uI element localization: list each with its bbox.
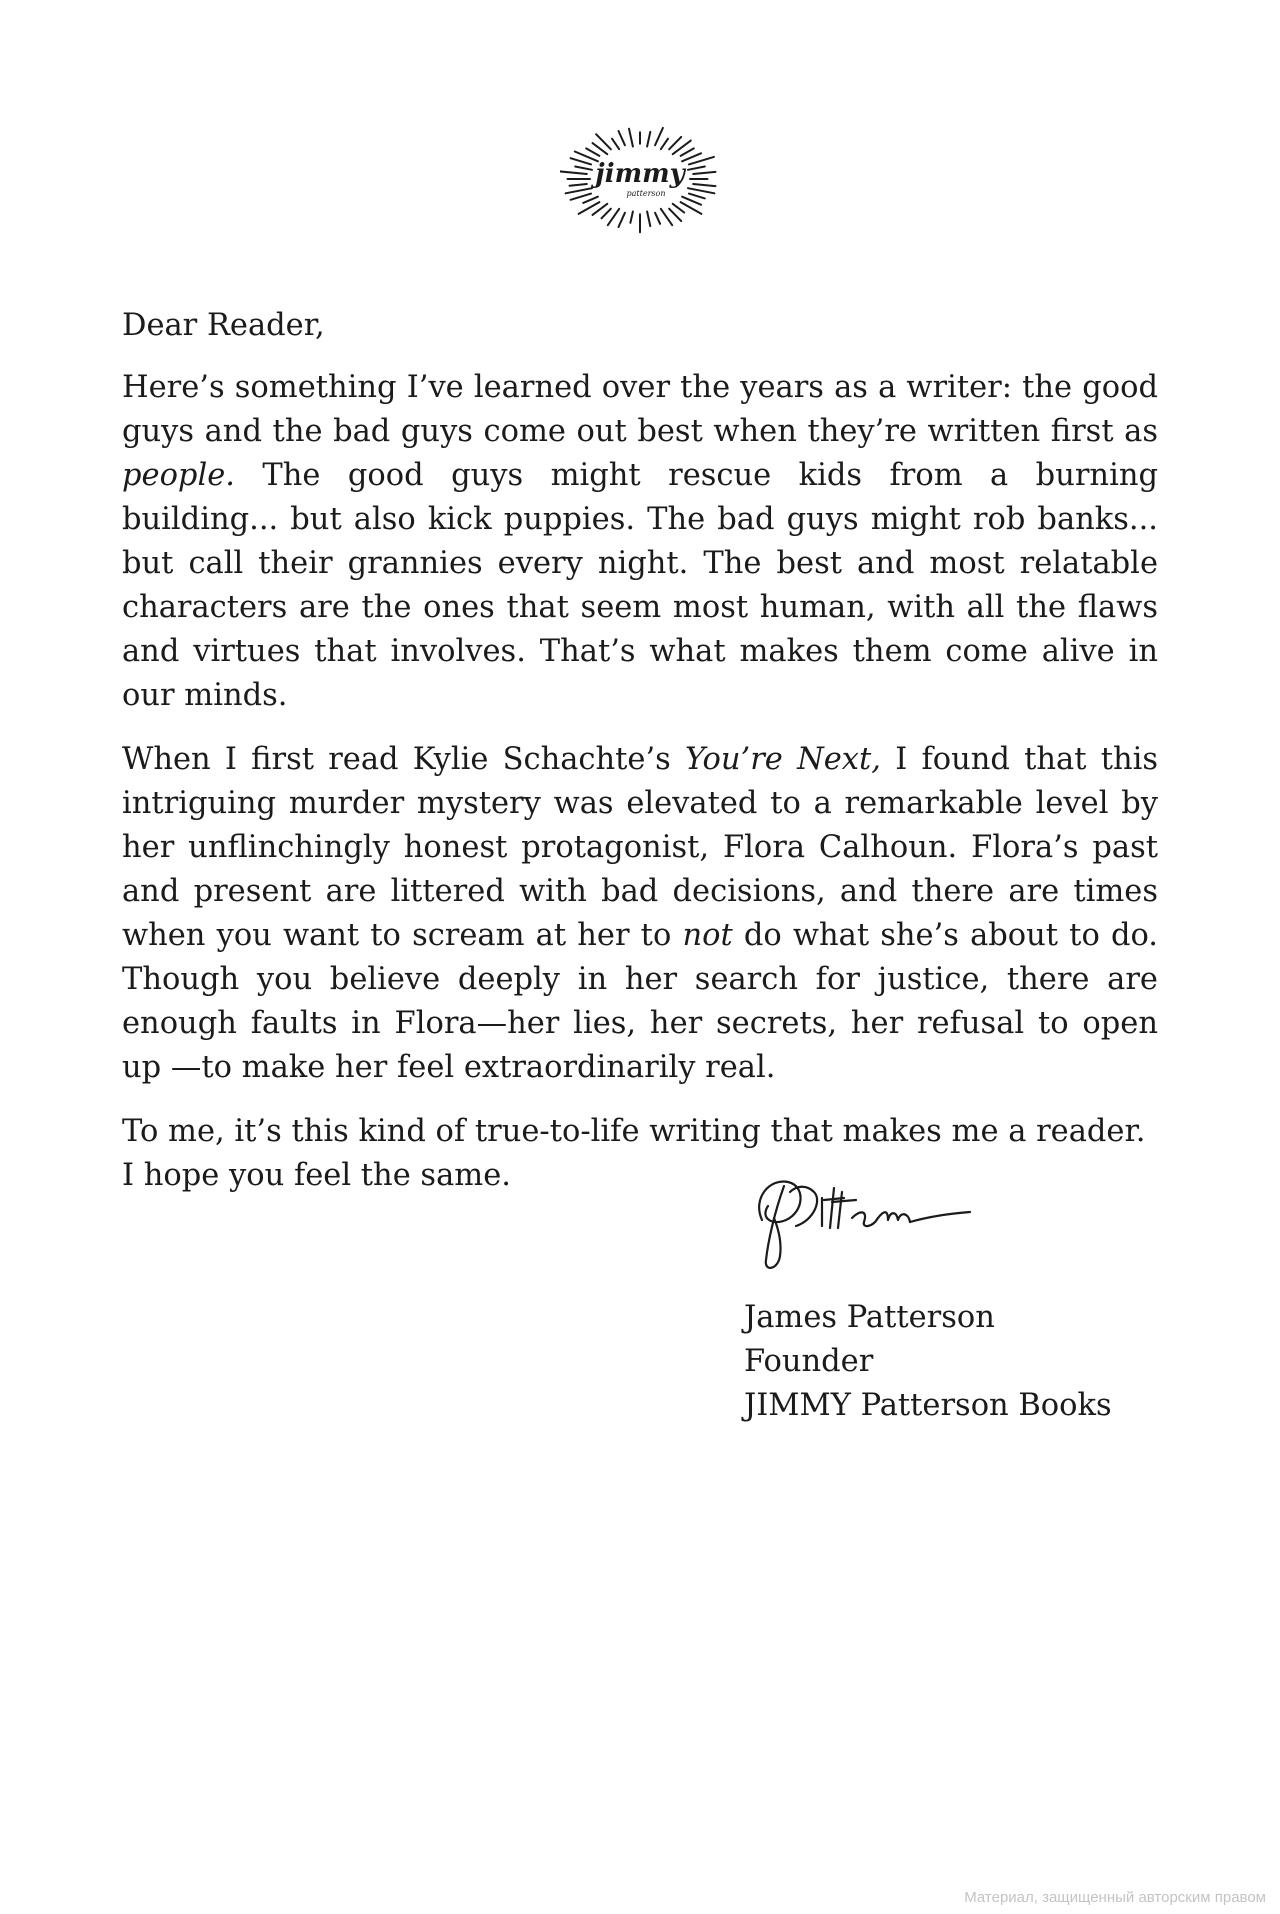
- sunburst-ray: [619, 213, 625, 227]
- p2-text-b: I found that this intriguing murder mystery was elevated to a remarkable level by her unflinchingly honest protagonist, Flora Calhoun. Flora’s past and present are littered with bad decisions, and there are times when you want to scream at her to: [122, 742, 1159, 953]
- sunburst-ray: [688, 167, 705, 170]
- sunburst-ray: [570, 184, 587, 186]
- p2-text-a: When I first read Kylie Schachte’s: [122, 742, 686, 777]
- sunburst-ray: [602, 209, 611, 219]
- p3-line-2: I hope you feel the same.: [122, 1158, 511, 1193]
- letter-body: [122, 304, 1158, 1218]
- logo-subtitle: patterson: [626, 189, 666, 198]
- sunburst-ray: [647, 132, 650, 147]
- sunburst-ray: [689, 194, 705, 199]
- sunburst-ray: [693, 172, 715, 174]
- p2-text-c: do what she’s about to do. Though you believe deeply in her search for justice, there are enough faults in Flora—her lies, her secrets, her refusal to open up —to make her feel extraordinarily real.: [122, 918, 1158, 1085]
- sunburst-ray: [681, 148, 694, 156]
- sunburst-ray: [693, 184, 715, 186]
- sunburst-ray: [575, 167, 592, 170]
- signature-block: [744, 1168, 1164, 1428]
- sunburst-ray: [571, 194, 592, 200]
- sunburst-ray: [583, 197, 598, 203]
- sunburst-ray: [566, 188, 592, 193]
- paragraph-1: [122, 366, 1158, 718]
- sunburst-ray: [612, 139, 619, 150]
- p1-text-b: The good guys might rescue kids from a burning building... but also kick puppies. The bad guys might rob banks... but call their grannies every night. The best and most relatable characters are the ones that seem most human, with all the flaws and virtues that involves. That’s what makes them come alive in our minds.: [122, 458, 1158, 713]
- p3-line-1: To me, it’s this kind of true-to-life writing that makes me a reader.: [122, 1114, 1146, 1149]
- p1-text-a: Here’s something I’ve learned over the years as a writer: the good guys and the bad guys come out best when they’re written first as: [122, 370, 1158, 449]
- p2-emphasis-not: not: [682, 918, 733, 953]
- sunburst-ray: [669, 137, 681, 149]
- signer-name: James Patterson: [744, 1300, 995, 1335]
- sunburst-ray: [689, 157, 714, 165]
- sunburst-ray: [655, 128, 663, 145]
- sunburst-ray: [619, 131, 625, 145]
- sunburst-ray: [661, 139, 668, 150]
- signer-organization: JIMMY Patterson Books: [744, 1388, 1112, 1423]
- sunburst-ray: [629, 129, 633, 147]
- sunburst-ray: [630, 212, 633, 223]
- signer-info: [744, 1296, 1164, 1428]
- signer-title: Founder: [744, 1344, 874, 1379]
- p2-book-title: You’re Next,: [685, 742, 881, 777]
- sunburst-ray: [688, 188, 714, 193]
- sunburst-ray: [560, 171, 587, 174]
- sunburst-ray: [669, 209, 681, 221]
- sunburst-ray: [655, 213, 660, 224]
- sunburst-logo-icon: [560, 122, 720, 237]
- sunburst-ray: [586, 148, 599, 156]
- p1-emphasis-people: people.: [122, 458, 235, 493]
- paragraph-2: [122, 738, 1158, 1090]
- copyright-watermark: Материал, защищенный авторским правом: [964, 1889, 1266, 1906]
- salutation: Dear Reader,: [122, 308, 325, 343]
- sunburst-ray: [571, 158, 592, 164]
- sunburst-ray: [647, 212, 650, 227]
- logo-wordmark: jimmy: [595, 159, 685, 189]
- sunburst-ray: [673, 204, 685, 213]
- jimmy-patterson-logo: [560, 122, 720, 237]
- handwritten-signature: [744, 1168, 984, 1278]
